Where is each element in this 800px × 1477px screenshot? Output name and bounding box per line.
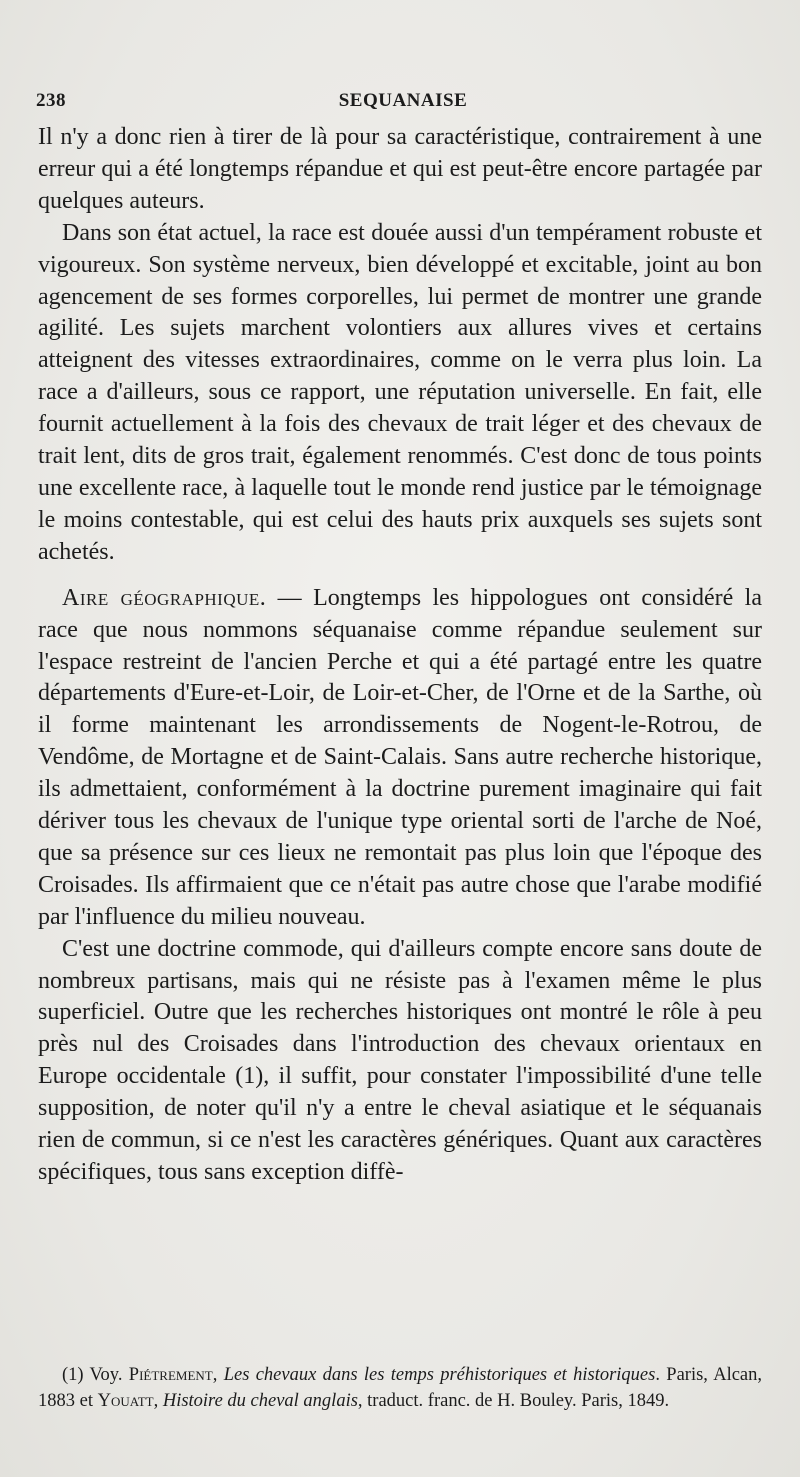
footnote-text	[38, 1362, 762, 1414]
footnote-title-2: Histoire du cheval anglais	[162, 1391, 358, 1411]
footnote-pub-2: , traduct. franc. de H. Bouley. Paris, 1849.	[357, 1391, 670, 1411]
running-head	[36, 86, 770, 116]
footnote	[38, 1362, 762, 1414]
body-text	[38, 122, 762, 1189]
footnote-pub-1: . Paris, Alcan, 1883 et	[38, 1365, 763, 1411]
paragraph-3	[38, 583, 762, 934]
section-heading: Aire géographique.	[62, 584, 267, 611]
footnote-title-1: Les chevaux dans les temps préhistoriques et historiques	[223, 1365, 656, 1385]
paragraph-2: Dans son état actuel, la race est douée aussi d'un tempérament robuste et vigoureux. Son système nerveux, bien développé et excitable, joint au bon agencement de ses formes corporelles, lui permet de montrer une grande agilité. Les sujets marchent volontiers aux allures vives et certains atteignent des vitesses extraordinaires, comme on le verra plus loin. La race a d'ailleurs, sous ce rapport, une réputation universelle. En fait, elle fournit actuellement à la fois des chevaux de trait léger et des chevaux de trait lent, dits de gros trait, également renommés. C'est donc de tous points une excellente race, à laquelle tout le monde rend justice par le témoignage le moins contestable, qui est celui des hauts prix auxquels ses sujets sont achetés.	[38, 219, 762, 565]
footnote-sep-1: ,	[212, 1365, 224, 1385]
footnote-author-1: Piétrement	[128, 1365, 213, 1385]
page-number: 238	[36, 90, 66, 111]
footnote-sep-2: ,	[153, 1391, 163, 1411]
paragraph-3-text: — Longtemps les hippologues ont considéré la race que nous nommons séquanaise comme répandue seulement sur l'espace restreint de l'ancien Perche et qui a été partagé entre les quatre départements d'Eure-et-Loir, de Loir-et-Cher, de l'Orne et de la Sarthe, où il forme maintenant les arrondissements de Nogent-le-Rotrou, de Vendôme, de Mortagne et de Saint-Calais. Sans autre recherche historique, ils admettaient, conformément à la doctrine purement imaginaire qui fait dériver tous les chevaux de l'unique type oriental sorti de l'arche de Noé, que sa présence sur ces lieux ne remontait pas plus loin que l'époque des Croisades. Ils affirmaient que ce n'était pas autre chose que l'arabe modifié par l'influence du milieu nouveau.	[38, 584, 762, 930]
footnote-author-2: Youatt	[97, 1391, 154, 1411]
footnote-marker: (1) Voy.	[62, 1365, 129, 1385]
paragraph-1: Il n'y a donc rien à tirer de là pour sa caractéristique, contrairement à une erreur qui a été longtemps répandue et qui est peut-être encore partagée par quelques auteurs.	[38, 124, 762, 214]
running-title: SEQUANAISE	[338, 90, 468, 111]
paragraph-4: C'est une doctrine commode, qui d'ailleurs compte encore sans doute de nombreux partisans, mais qui ne résiste pas à l'examen même le plus superficiel. Outre que les recherches historiques ont montré le rôle à peu près nul des Croisades dans l'introduction des chevaux orientaux en Europe occidentale (1), il suffit, pour constater l'impossibilité d'une telle supposition, de noter qu'il n'y a entre le cheval asiatique et le séquanais rien de commun, si ce n'est les caractères génériques. Quant aux caractères spécifiques, tous sans exception diffè-	[38, 935, 762, 1185]
